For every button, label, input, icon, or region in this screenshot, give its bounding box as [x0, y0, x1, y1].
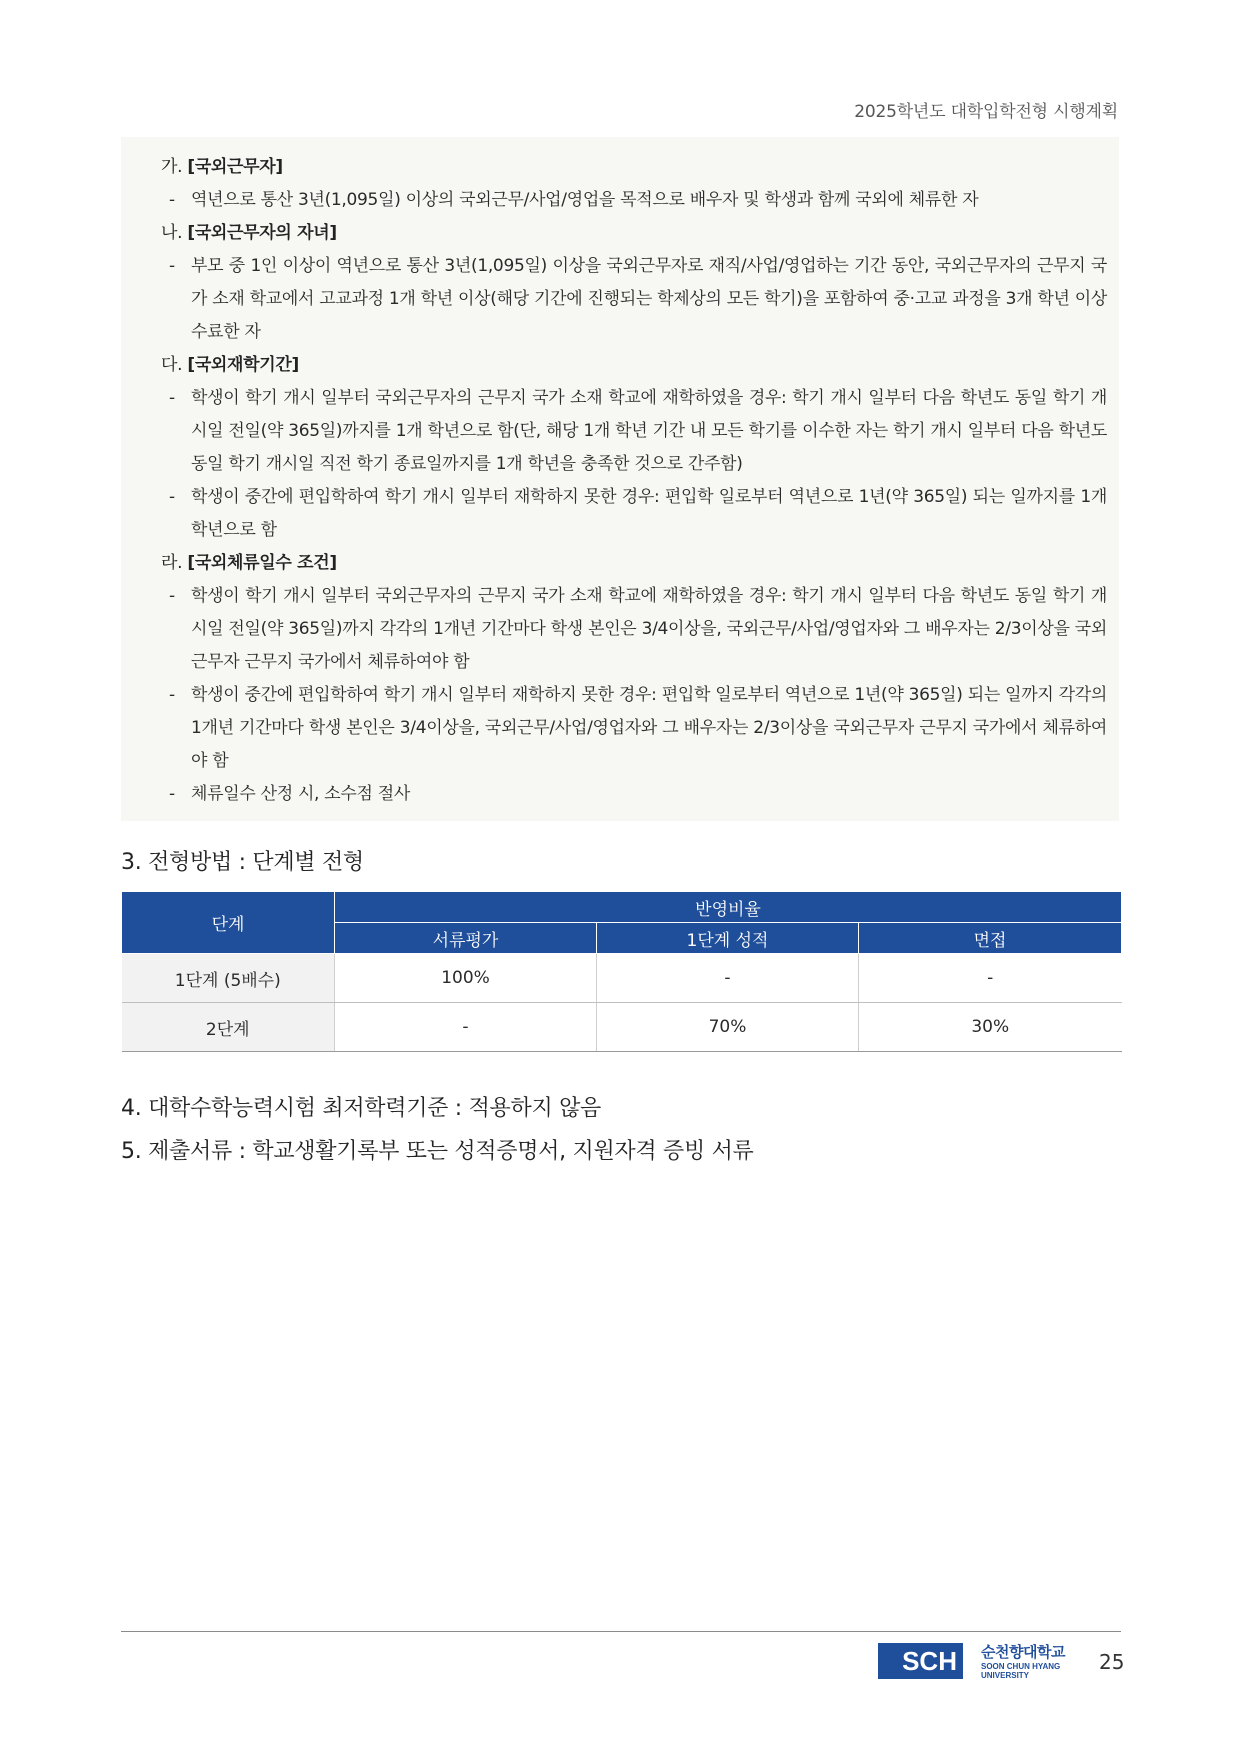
- cell-document-review: -: [335, 1003, 597, 1052]
- cell-stage1-score: -: [597, 954, 859, 1003]
- page-number: 25: [1099, 1650, 1125, 1674]
- section-title: [국외근무자]: [187, 157, 283, 177]
- section-heading: [161, 349, 1107, 382]
- section-title: [국외체류일수 조건]: [187, 553, 337, 573]
- cell-stage1-score: 70%: [597, 1003, 859, 1052]
- bullet-dash: -: [169, 487, 175, 507]
- bullet-text: 체류일수 산정 시, 소수점 절사: [191, 784, 410, 804]
- running-header: 2025학년도 대학입학전형 시행계획: [854, 102, 1118, 122]
- section-heading: [161, 151, 1107, 184]
- selection-method-table-wrap: [121, 891, 1121, 1052]
- bullet-item: [161, 250, 1107, 349]
- bullet-item: [161, 184, 1107, 217]
- bullet-item: [161, 679, 1107, 778]
- section-label: 가.: [161, 157, 183, 177]
- table-header-row: [122, 892, 1122, 923]
- cell-interview: -: [859, 954, 1122, 1003]
- university-name-english: [981, 1662, 1060, 1680]
- bullet-text: 학생이 중간에 편입학하여 학기 개시 일부터 재학하지 못한 경우: 편입학 일로부터 역년으로 1년(약 365일) 되는 일까지를 1개 학년으로 함: [191, 487, 1107, 540]
- table-row: [122, 954, 1122, 1003]
- header-stage: 단계: [122, 892, 335, 954]
- section-title: [국외재학기간]: [187, 355, 300, 375]
- header-document-review: 서류평가: [335, 923, 597, 954]
- section-label: 나.: [161, 223, 183, 243]
- criteria-section-ra: [161, 547, 1107, 811]
- bullet-item: [161, 580, 1107, 679]
- cell-interview: 30%: [859, 1003, 1122, 1052]
- bullet-dash: -: [169, 586, 175, 606]
- bullet-dash: -: [169, 388, 175, 408]
- bullet-dash: -: [169, 784, 175, 804]
- eligibility-criteria-box: [121, 137, 1119, 821]
- bullet-text: 학생이 중간에 편입학하여 학기 개시 일부터 재학하지 못한 경우: 편입학 일로부터 역년으로 1년(약 365일) 되는 일까지 각각의 1개년 기간마다 학생 본인은 3/4이상을, 국외근무/사업/영업자와 그 배우자는 2/3이상을 국외근무자 근무지 국가에서 체류하여야 함: [191, 685, 1107, 771]
- section-label: 라.: [161, 553, 183, 573]
- criteria-section-na: [161, 217, 1107, 349]
- university-name-english-line2: UNIVERSITY: [981, 1671, 1030, 1680]
- section-label: 다.: [161, 355, 183, 375]
- bullet-text: 학생이 학기 개시 일부터 국외근무자의 근무지 국가 소재 학교에 재학하였을 경우: 학기 개시 일부터 다음 학년도 동일 학기 개시일 전일(약 365일)까지 각각의 1개년 기간마다 학생 본인은 3/4이상을, 국외근무/사업/영업자와 그 배우자는 2/3이상을 국외근무자 근무지 국가에서 체류하여야 함: [191, 586, 1107, 672]
- header-interview: 면접: [859, 923, 1122, 954]
- bullet-item: [161, 481, 1107, 547]
- bullet-dash: -: [169, 190, 175, 210]
- criteria-section-da: [161, 349, 1107, 547]
- bullet-dash: -: [169, 685, 175, 705]
- header-ratio: 반영비율: [335, 892, 1122, 923]
- row-stage: 1단계 (5배수): [122, 954, 335, 1003]
- criteria-section-ga: [161, 151, 1107, 217]
- section-title: [국외근무자의 자녀]: [187, 223, 337, 243]
- selection-method-table: [121, 891, 1122, 1052]
- bullet-dash: -: [169, 256, 175, 276]
- cell-document-review: 100%: [335, 954, 597, 1003]
- section-5-title: 5. 제출서류 : 학교생활기록부 또는 성적증명서, 지원자격 증빙 서류: [121, 1139, 754, 1164]
- bullet-text: 부모 중 1인 이상이 역년으로 통산 3년(1,095일) 이상을 국외근무자로 재직/사업/영업하는 기간 동안, 국외근무자의 근무지 국가 소재 학교에서 고교과정 1개 학년 이상(해당 기간에 진행되는 학제상의 모든 학기)을 포함하여 중·고교 과정을 3개 학년 이상 수료한 자: [191, 256, 1107, 342]
- section-3-title: 3. 전형방법 : 단계별 전형: [121, 850, 364, 875]
- bullet-text: 학생이 학기 개시 일부터 국외근무자의 근무지 국가 소재 학교에 재학하였을 경우: 학기 개시 일부터 다음 학년도 동일 학기 개시일 전일(약 365일)까지를 1개 학년으로 함(단, 해당 1개 학년 기간 내 모든 학기를 이수한 자는 학기 개시 일부터 다음 학년도 동일 학기 개시일 직전 학기 종료일까지를 1개 학년을 충족한 것으로 간주함): [191, 388, 1107, 474]
- table-row: [122, 1003, 1122, 1052]
- university-name-english-line1: SOON CHUN HYANG: [981, 1662, 1061, 1671]
- section-heading: [161, 547, 1107, 580]
- row-stage: 2단계: [122, 1003, 335, 1052]
- footer-divider: [121, 1631, 1121, 1632]
- header-stage1-score: 1단계 성적: [597, 923, 859, 954]
- bullet-text: 역년으로 통산 3년(1,095일) 이상의 국외근무/사업/영업을 목적으로 배우자 및 학생과 함께 국외에 체류한 자: [191, 190, 979, 210]
- section-heading: [161, 217, 1107, 250]
- bullet-item: [161, 382, 1107, 481]
- university-name-korean: 순천향대학교: [981, 1643, 1065, 1661]
- sch-logo-mark: SCH: [878, 1643, 963, 1679]
- bullet-item: [161, 778, 1107, 811]
- section-4-title: 4. 대학수학능력시험 최저학력기준 : 적용하지 않음: [121, 1096, 602, 1121]
